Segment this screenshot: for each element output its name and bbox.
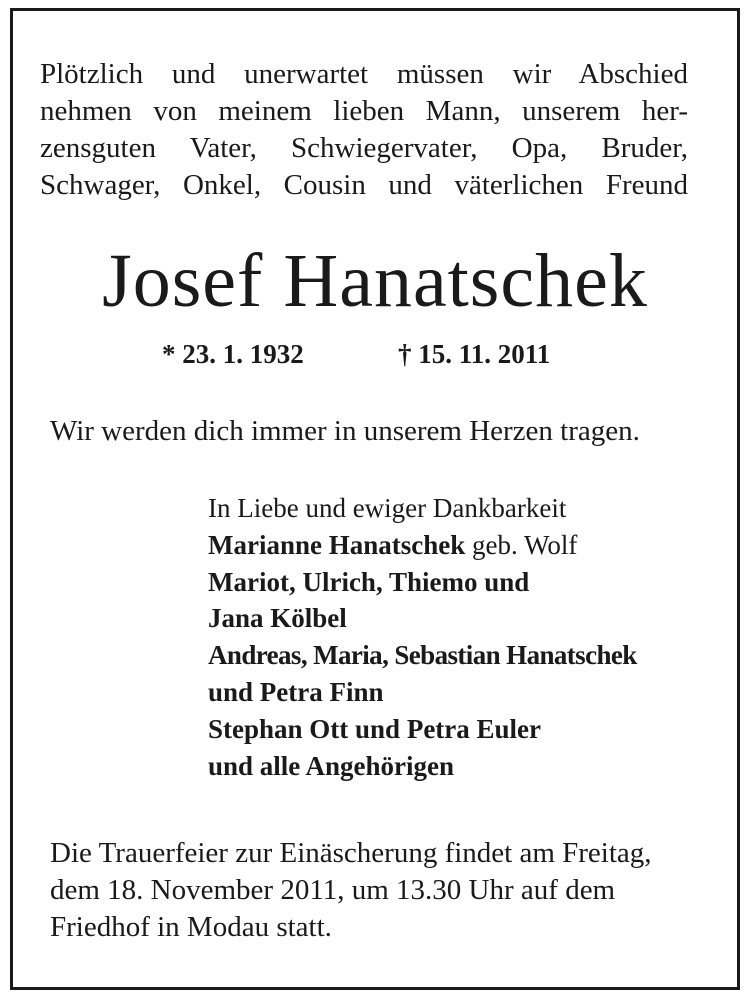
intro-line: zensguten Vater, Schwiegervater, Opa, Bruder, — [40, 132, 688, 164]
intro-line: Plötzlich und unerwartet müssen wir Abschied — [40, 58, 688, 90]
mourner-line: Andreas, Maria, Sebastian Hanatschek — [208, 640, 637, 671]
intro-line: Schwager, Onkel, Cousin und väterlichen Freund — [40, 169, 688, 201]
service-line: Die Trauerfeier zur Einäscherung findet am Freitag, — [50, 837, 652, 869]
intro-paragraph — [40, 56, 688, 204]
mourner-line: Jana Kölbel — [208, 603, 347, 634]
intro-line: nehmen von meinem lieben Mann, unserem her- — [40, 95, 688, 127]
wife-name: Marianne Hanatschek — [208, 529, 466, 560]
mourners-block — [208, 490, 708, 784]
mourner-line: Mariot, Ulrich, Thiemo und — [208, 566, 530, 597]
mourners-intro: In Liebe und ewiger Dankbarkeit — [208, 493, 567, 523]
mourner-line: Stephan Ott und Petra Euler — [208, 713, 542, 744]
death-date: † 15. 11. 2011 — [398, 339, 551, 369]
service-line: Friedhof in Modau statt. — [50, 911, 332, 943]
mourner-line: und Petra Finn — [208, 676, 384, 707]
deceased-name: Josef Hanatschek — [102, 239, 648, 323]
memory-line: Wir werden dich immer in unserem Herzen tragen. — [50, 415, 640, 447]
mourner-line: und alle Angehörigen — [208, 750, 455, 781]
service-line: dem 18. November 2011, um 13.30 Uhr auf dem — [50, 874, 616, 906]
birth-date: * 23. 1. 1932 — [162, 339, 304, 369]
wife-maiden-name: geb. Wolf — [465, 529, 578, 560]
mourner-wife — [208, 527, 708, 564]
service-paragraph — [50, 835, 710, 946]
